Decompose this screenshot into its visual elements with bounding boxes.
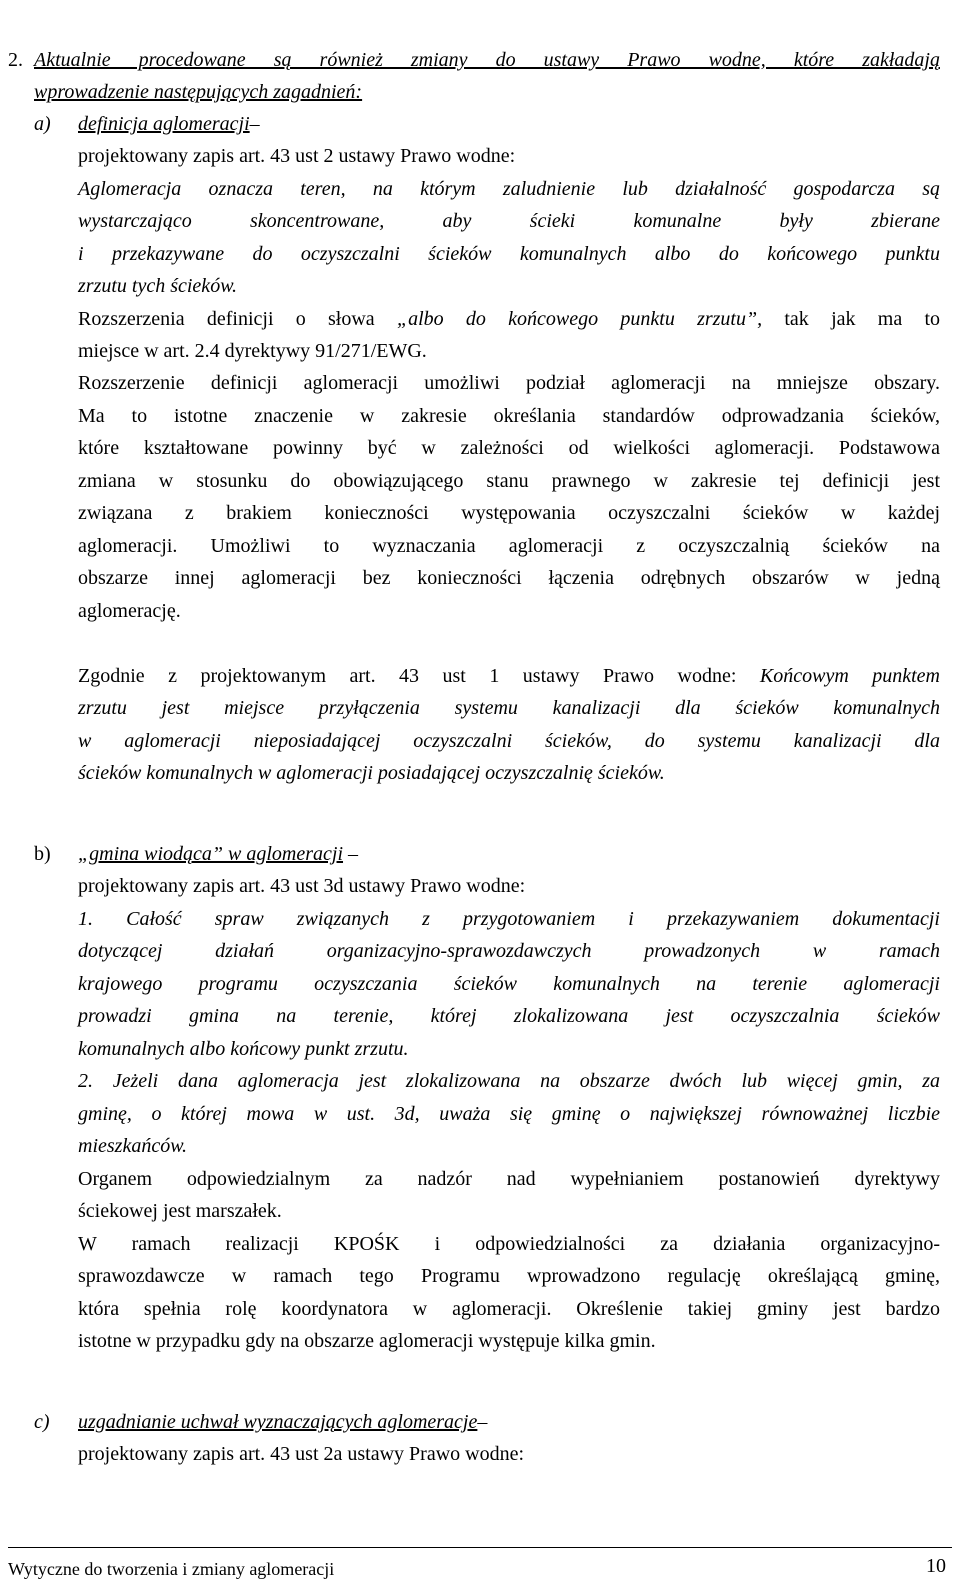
paragraph-line: związana z brakiem konieczności występowania oczyszczalni ścieków w każdej [78,502,940,524]
paragraph-line: aglomerację. [78,600,181,622]
section-b-dash: – [348,843,359,865]
section-b-title: „gmina wiodąca” w aglomeracji [78,843,344,865]
section-b-quote-line: dotyczącej działań organizacyjno-sprawozdawczych prowadzonych w ramach [78,940,940,962]
projected-italic: Końcowym punktem [759,665,940,687]
section-c-dash: – [477,1411,488,1433]
section-b-quote-line: krajowego programu oczyszczania ścieków komunalnych na terenie aglomeracji [78,973,940,995]
paragraph-line: Rozszerzenie definicji aglomeracji umożliwi podział aglomeracji na mniejsze obszary. [78,372,940,394]
extension-text-a: Rozszerzenia definicji o słowa [78,308,375,330]
item-heading-line2: wprowadzenie następujących zagadnień: [34,81,363,103]
extension-line1 [78,303,940,336]
extension-quote: „albo do końcowego punktu zrzutu”, [396,308,763,330]
section-a-intro: projektowany zapis art. 43 ust 2 ustawy Prawo wodne: [78,145,516,167]
item-number: 2. [8,49,23,71]
section-c-label: c) [34,1411,50,1433]
section-a-title: definicja aglomeracji [78,113,250,135]
section-b-quote-line: prowadzi gmina na terenie, której zlokalizowana jest oczyszczalnia ścieków [78,1005,940,1027]
paragraph-line: obszarze innej aglomeracji bez konieczności łączenia odrębnych obszarów w jedną [78,567,940,589]
paragraph-line: zmiana w stosunku do obowiązującego stanu prawnego w zakresie tej definicji jest [78,470,940,492]
kposk-line: sprawozdawcze w ramach tego Programu wprowadzono regulację określającą gminę, [78,1265,940,1287]
section-a-quote-line: wystarczająco skoncentrowane, aby ścieki komunalne były zbierane [78,210,940,232]
projected-line: w aglomeracji nieposiadającej oczyszczalni ścieków, do systemu kanalizacji dla [78,730,940,752]
section-b-title-wrap [78,838,358,871]
organ-line: ściekowej jest marszałek. [78,1200,282,1222]
kposk-line: W ramach realizacji KPOŚK i odpowiedzialności za działania organizacyjno- [78,1233,940,1255]
section-b-intro: projektowany zapis art. 43 ust 3d ustawy Prawo wodne: [78,875,526,897]
section-c-title-wrap [78,1406,487,1439]
extension-line2: miejsce w art. 2.4 dyrektywy 91/271/EWG. [78,340,427,362]
paragraph-line: aglomeracji. Umożliwi to wyznaczania aglomeracji z oczyszczalnią ścieków na [78,535,940,557]
section-c-title: uzgadnianie uchwał wyznaczających aglomeracje [78,1411,478,1433]
section-a-dash: – [249,113,260,135]
section-b-quote-line: komunalnych albo końcowy punkt zrzutu. [78,1038,409,1060]
paragraph-line: Ma to istotne znaczenie w zakresie określania standardów odprowadzania ścieków, [78,405,940,427]
section-b-quote-line: 1. Całość spraw związanych z przygotowaniem i przekazywaniem dokumentacji [78,908,940,930]
paragraph-line: które kształtowane powinny być w zależności od wielkości aglomeracji. Podstawowa [78,437,940,459]
section-b-quote2-line: mieszkańców. [78,1135,188,1157]
section-a-title-wrap [78,108,260,141]
footer-title: Wytyczne do tworzenia i zmiany aglomeracji [8,1559,335,1579]
section-a-quote-line: i przekazywane do oczyszczalni ścieków komunalnych albo do końcowego punktu [78,243,940,265]
section-a-quote-line: Aglomeracja oznacza teren, na którym zaludnienie lub działalność gospodarcza są [78,178,940,200]
section-c-intro: projektowany zapis art. 43 ust 2a ustawy Prawo wodne: [78,1443,525,1465]
projected-line: zrzutu jest miejsce przyłączenia systemu kanalizacji dla ścieków komunalnych [78,697,940,719]
projected-line: ścieków komunalnych w aglomeracji posiadającej oczyszczalnię ścieków. [78,762,665,784]
section-a-label: a) [34,113,51,135]
kposk-line: istotne w przypadku gdy na obszarze aglomeracji występuje kilka gmin. [78,1330,656,1352]
extension-text-c: tak jak ma to [784,308,941,330]
projected-plain: Zgodnie z projektowanym art. 43 ust 1 ustawy Prawo wodne: [78,665,737,687]
page-number: 10 [926,1555,946,1577]
section-b-quote2-line: gminę, o której mowa w ust. 3d, uważa się gminę o największej równoważnej liczbie [78,1103,940,1125]
item-heading-line1: Aktualnie procedowane są również zmiany do ustawy Prawo wodne, które zakładają [34,49,940,71]
footer-divider [8,1547,952,1548]
projected-line1 [78,660,940,693]
section-a-quote-line: zrzutu tych ścieków. [78,275,238,297]
section-b-label: b) [34,843,51,865]
organ-line: Organem odpowiedzialnym za nadzór nad wypełnianiem postanowień dyrektywy [78,1168,940,1190]
kposk-line: która spełnia rolę koordynatora w aglomeracji. Określenie takiej gminy jest bardzo [78,1298,940,1320]
section-b-quote2-line: 2. Jeżeli dana aglomeracja jest zlokalizowana na obszarze dwóch lub więcej gmin, za [78,1070,940,1092]
